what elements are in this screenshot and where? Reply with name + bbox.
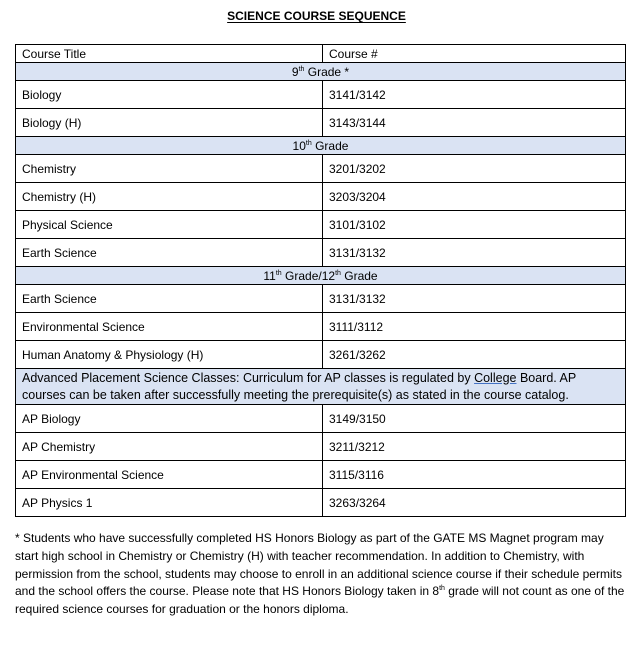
course-title: Biology (H) xyxy=(16,109,323,137)
table-row xyxy=(16,405,626,433)
course-number: 3263/3264 xyxy=(323,489,626,517)
page-title: SCIENCE COURSE SEQUENCE xyxy=(227,9,406,23)
ap-note: Advanced Placement Science Classes: Curriculum for AP classes is regulated by College Board. AP courses can be taken after successfully meeting the prerequisite(s) as stated in the course catalog. xyxy=(16,369,626,405)
course-title: Human Anatomy & Physiology (H) xyxy=(16,341,323,369)
table-row xyxy=(16,155,626,183)
course-number: 3131/3132 xyxy=(323,239,626,267)
table-header-row xyxy=(16,45,626,63)
course-title: AP Biology xyxy=(16,405,323,433)
course-number: 3111/3112 xyxy=(323,313,626,341)
course-number: 3211/3212 xyxy=(323,433,626,461)
grade-10-heading: 10th Grade xyxy=(16,137,626,155)
table-row xyxy=(16,183,626,211)
table-row xyxy=(16,313,626,341)
table-row xyxy=(16,461,626,489)
course-title: Chemistry (H) xyxy=(16,183,323,211)
course-title: Earth Science xyxy=(16,239,323,267)
table-row xyxy=(16,489,626,517)
grade-9-heading: 9th Grade * xyxy=(16,63,626,81)
course-title: Chemistry xyxy=(16,155,323,183)
footnote: * Students who have successfully completed HS Honors Biology as part of the GATE MS Magnet program may start high school in Chemistry or Chemistry (H) with teacher recommendation. In addition to Chemistry, with permission from the school, students may choose to enroll in an additional science course if their schedule permits and the school offers the course. Please note that HS Honors Biology taken in 8th grade will not count as one of the required science courses for graduation or the honors diploma. xyxy=(15,531,625,617)
grade-11-12-row xyxy=(16,267,626,285)
course-title: Biology xyxy=(16,81,323,109)
table-row xyxy=(16,341,626,369)
college-board-text: College xyxy=(474,370,517,385)
grade-9-row xyxy=(16,63,626,81)
course-number: 3149/3150 xyxy=(323,405,626,433)
course-title: Physical Science xyxy=(16,211,323,239)
course-number: 3131/3132 xyxy=(323,285,626,313)
course-number: 3143/3144 xyxy=(323,109,626,137)
table-row xyxy=(16,211,626,239)
course-title: Environmental Science xyxy=(16,313,323,341)
grade-10-row xyxy=(16,137,626,155)
course-title: Earth Science xyxy=(16,285,323,313)
course-number: 3115/3116 xyxy=(323,461,626,489)
table-row xyxy=(16,285,626,313)
course-title: AP Chemistry xyxy=(16,433,323,461)
grade-11-12-heading: 11th Grade/12th Grade xyxy=(16,267,626,285)
course-title: AP Physics 1 xyxy=(16,489,323,517)
table-row xyxy=(16,81,626,109)
table-row xyxy=(16,239,626,267)
course-number: 3203/3204 xyxy=(323,183,626,211)
course-number: 3101/3102 xyxy=(323,211,626,239)
course-number: 3141/3142 xyxy=(323,81,626,109)
header-course-title: Course Title xyxy=(16,45,323,63)
header-course-number: Course # xyxy=(323,45,626,63)
course-number: 3261/3262 xyxy=(323,341,626,369)
ap-note-row xyxy=(16,369,626,405)
course-table xyxy=(15,44,626,517)
course-title: AP Environmental Science xyxy=(16,461,323,489)
table-row xyxy=(16,433,626,461)
course-number: 3201/3202 xyxy=(323,155,626,183)
table-row xyxy=(16,109,626,137)
